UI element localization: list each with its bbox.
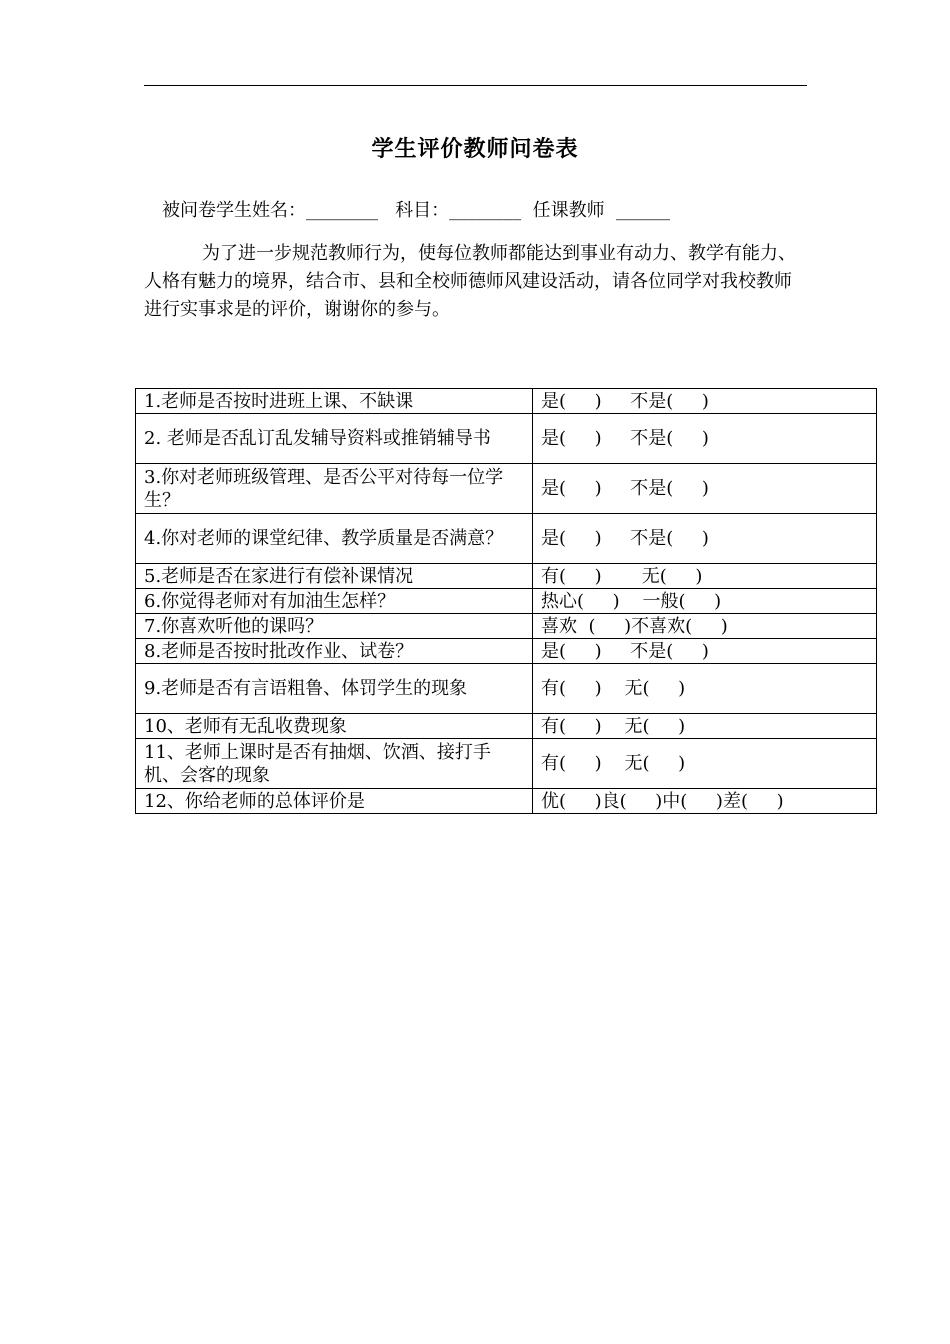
- answer-cell[interactable]: 是( ) 不是( ): [533, 514, 877, 564]
- answer-cell[interactable]: 有( ) 无( ): [533, 739, 877, 789]
- table-row: [136, 664, 877, 714]
- table-row: [136, 589, 877, 614]
- question-cell: 2. 老师是否乱订乱发辅导资料或推销辅导书: [136, 414, 533, 464]
- question-cell: 12、你给老师的总体评价是: [136, 789, 533, 814]
- answer-cell[interactable]: 热心( ) 一般( ): [533, 589, 877, 614]
- question-cell: 5.老师是否在家进行有偿补课情况: [136, 564, 533, 589]
- header-rule: [144, 85, 807, 86]
- table-row: [136, 414, 877, 464]
- answer-cell[interactable]: 有( ) 无( ): [533, 714, 877, 739]
- question-cell: 7.你喜欢听他的课吗？: [136, 614, 533, 639]
- answer-cell[interactable]: 是( ) 不是( ): [533, 639, 877, 664]
- table-row: [136, 389, 877, 414]
- table-row: [136, 714, 877, 739]
- table-row: [136, 614, 877, 639]
- survey-table: [135, 388, 877, 814]
- answer-cell[interactable]: 是( ) 不是( ): [533, 389, 877, 414]
- answer-cell[interactable]: 有( ) 无( ): [533, 664, 877, 714]
- question-cell: 10、老师有无乱收费现象: [136, 714, 533, 739]
- table-row: [136, 639, 877, 664]
- question-cell: 11、老师上课时是否有抽烟、饮酒、接打手机、会客的现象: [136, 739, 533, 789]
- answer-cell[interactable]: 优( )良( )中( )差( ): [533, 789, 877, 814]
- question-cell: 9.老师是否有言语粗鲁、体罚学生的现象: [136, 664, 533, 714]
- question-cell: 3.你对老师班级管理、是否公平对待每一位学生？: [136, 464, 533, 514]
- question-cell: 6.你觉得老师对有加油生怎样？: [136, 589, 533, 614]
- answer-cell[interactable]: 是( ) 不是( ): [533, 414, 877, 464]
- table-row: [136, 464, 877, 514]
- question-cell: 4.你对老师的课堂纪律、教学质量是否满意？: [136, 514, 533, 564]
- page-title: 学生评价教师问卷表: [371, 136, 579, 162]
- table-row: [136, 789, 877, 814]
- answer-cell[interactable]: 是( ) 不是( ): [533, 464, 877, 514]
- answer-cell[interactable]: 有( ) 无( ): [533, 564, 877, 589]
- table-row: [136, 514, 877, 564]
- question-cell: 1.老师是否按时进班上课、不缺课: [136, 389, 533, 414]
- intro-paragraph: 为了进一步规范教师行为，使每位教师都能达到事业有动力、教学有能力、人格有魅力的境界，结合市、县和全校师德师风建设活动，请各位同学对我校教师进行实事求是的评价，谢谢你的参与。: [144, 243, 796, 320]
- question-cell: 8.老师是否按时批改作业、试卷？: [136, 639, 533, 664]
- table-row: [136, 739, 877, 789]
- answer-cell[interactable]: 喜欢 ( )不喜欢( ): [533, 614, 877, 639]
- table-row: [136, 564, 877, 589]
- student-info-line: 被问卷学生姓名：________ 科目：________ 任课教师 ______: [162, 200, 671, 221]
